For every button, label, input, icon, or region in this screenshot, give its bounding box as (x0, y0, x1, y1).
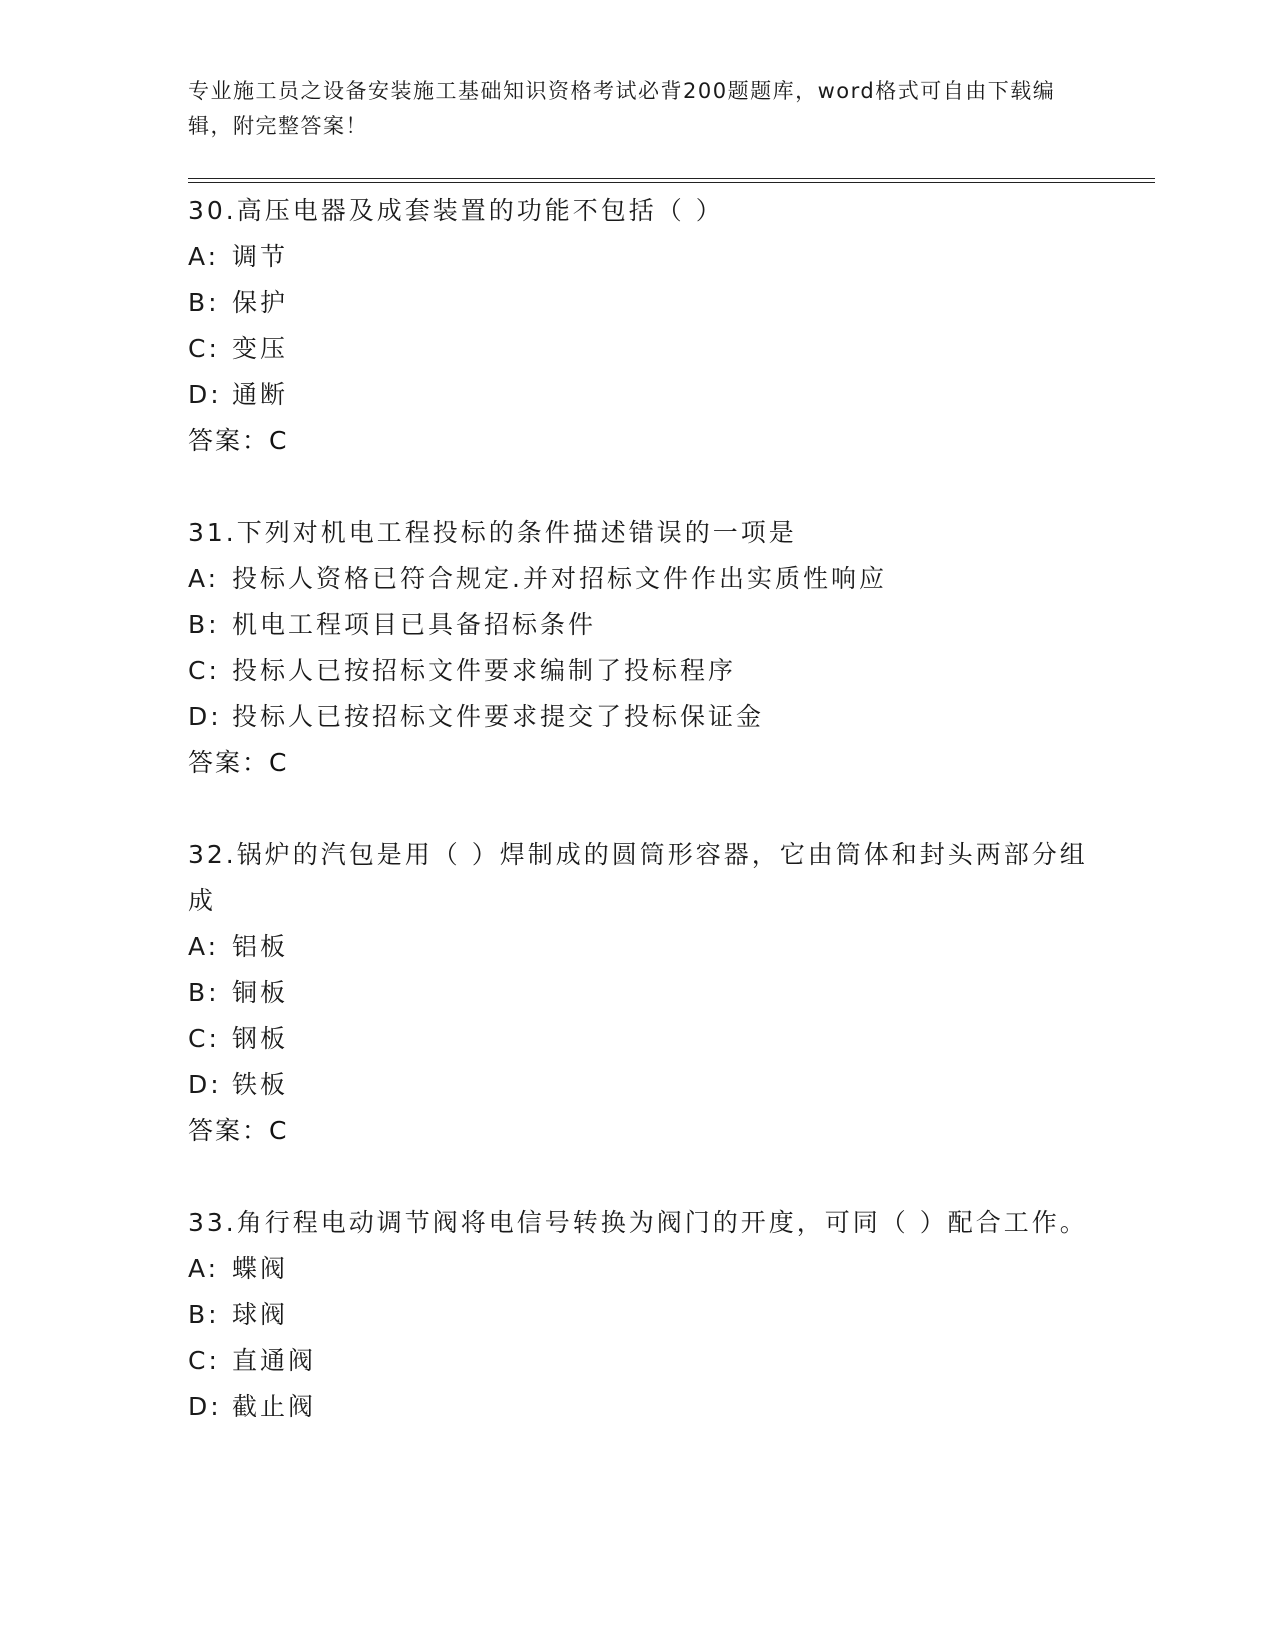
option-c (188, 1338, 1088, 1384)
option-c (188, 1016, 1088, 1062)
option-text: 铁板 (232, 1070, 289, 1099)
option-key: B: (188, 1300, 220, 1329)
option-key: C: (188, 1346, 220, 1375)
option-key: B: (188, 610, 220, 639)
option-text: 铝板 (232, 932, 289, 961)
question-text: 31.下列对机电工程投标的条件描述错误的一项是 (188, 518, 797, 547)
question-31 (188, 510, 1088, 786)
option-text: 铜板 (232, 978, 289, 1007)
option-text: 机电工程项目已具备招标条件 (232, 610, 597, 639)
option-text: 直通阀 (232, 1346, 317, 1375)
question-30 (188, 188, 1088, 464)
option-text: 保护 (232, 288, 289, 317)
option-b (188, 280, 1088, 326)
option-d (188, 1384, 1088, 1430)
option-a (188, 1246, 1088, 1292)
option-text: 球阀 (232, 1300, 289, 1329)
option-d (188, 694, 1088, 740)
question-33 (188, 1200, 1088, 1430)
question-text: 33.角行程电动调节阀将电信号转换为阀门的开度，可同（ ）配合工作。 (188, 1208, 1088, 1237)
option-a (188, 556, 1088, 602)
option-c (188, 648, 1088, 694)
option-key: A: (188, 564, 220, 593)
option-text: 截止阀 (232, 1392, 317, 1421)
document-header: 专业施工员之设备安装施工基础知识资格考试必背200题题库，word格式可自由下载编辑，附完整答案！ (188, 79, 1056, 138)
option-text: 调节 (232, 242, 289, 271)
option-text: 变压 (232, 334, 289, 363)
option-a (188, 924, 1088, 970)
option-key: C: (188, 334, 220, 363)
question-32 (188, 832, 1088, 1154)
answer-line: 答案：C (188, 1116, 289, 1145)
option-d (188, 1062, 1088, 1108)
option-key: D: (188, 1392, 222, 1421)
option-c (188, 326, 1088, 372)
option-b (188, 970, 1088, 1016)
option-text: 投标人资格已符合规定.并对招标文件作出实质性响应 (232, 564, 887, 593)
option-text: 投标人已按招标文件要求提交了投标保证金 (232, 702, 765, 731)
option-key: C: (188, 656, 220, 685)
option-key: C: (188, 1024, 220, 1053)
option-text: 投标人已按招标文件要求编制了投标程序 (232, 656, 737, 685)
answer-line: 答案：C (188, 426, 289, 455)
option-text: 通断 (232, 380, 289, 409)
option-key: D: (188, 1070, 222, 1099)
option-b (188, 1292, 1088, 1338)
header-divider-top (188, 178, 1155, 179)
option-text: 钢板 (232, 1024, 289, 1053)
option-key: D: (188, 380, 222, 409)
option-a (188, 234, 1088, 280)
option-key: A: (188, 242, 220, 271)
option-key: B: (188, 978, 220, 1007)
answer-line: 答案：C (188, 748, 289, 777)
header-divider-bottom (188, 182, 1155, 183)
question-text: 32.锅炉的汽包是用（ ）焊制成的圆筒形容器，它由筒体和封头两部分组成 (188, 840, 1088, 915)
option-key: D: (188, 702, 222, 731)
option-key: A: (188, 932, 220, 961)
question-list (188, 188, 1088, 1476)
question-text: 30.高压电器及成套装置的功能不包括（ ） (188, 196, 724, 225)
option-key: B: (188, 288, 220, 317)
option-text: 蝶阀 (232, 1254, 289, 1283)
option-b (188, 602, 1088, 648)
option-d (188, 372, 1088, 418)
option-key: A: (188, 1254, 220, 1283)
